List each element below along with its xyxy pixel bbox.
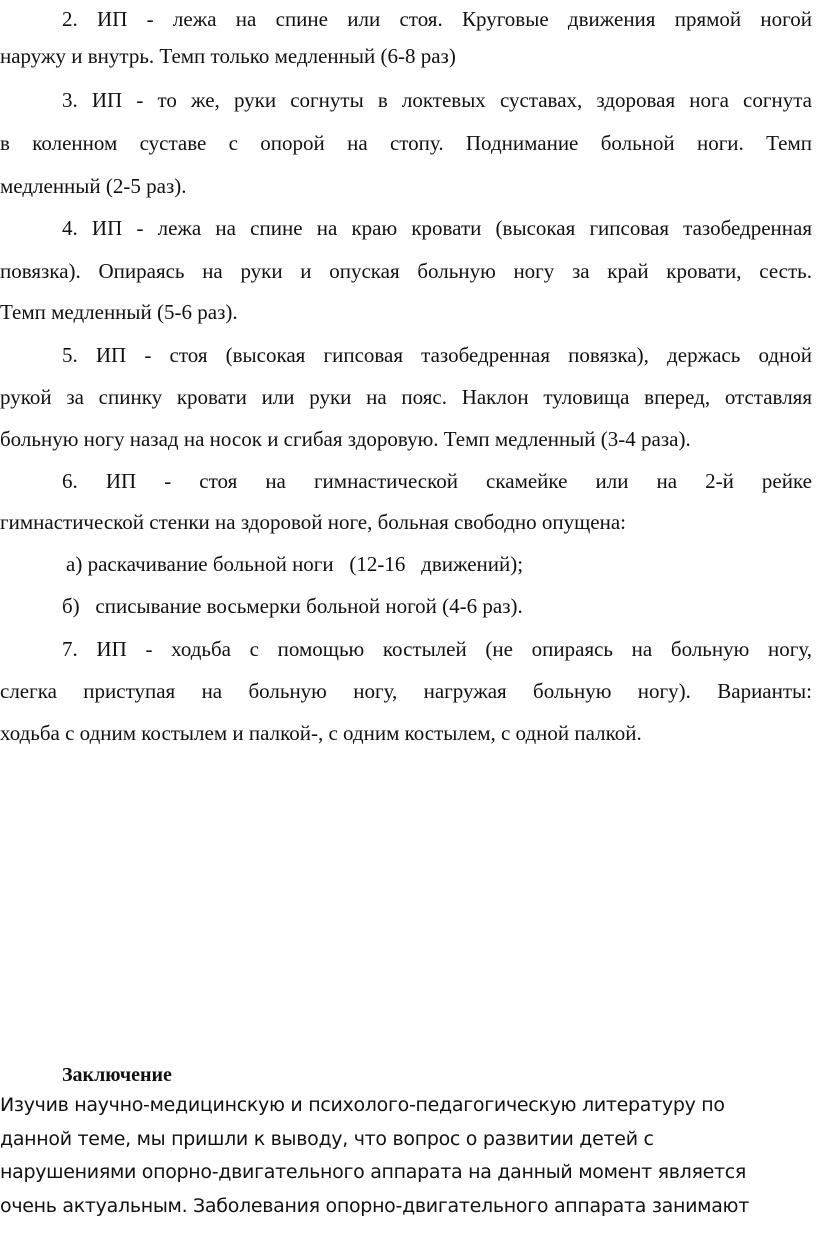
conclusion-line-3: нарушениями опорно-двигательного аппарата на данный момент является — [0, 1161, 747, 1183]
exercise-5-line-3: больную ногу назад на носок и сгибая здоровую. Темп медленный (3-4 раза). — [0, 427, 691, 451]
conclusion-line-2: данной теме, мы пришли к выводу, что вопрос о развитии детей с — [0, 1128, 654, 1150]
exercise-3-line-3: медленный (2-5 раз). — [0, 174, 187, 198]
exercise-2-line-1: 2. ИП - лежа на спине или стоя. Круговые движения прямой ногой — [62, 7, 812, 31]
exercise-3-line-1: 3. ИП - то же, руки согнуты в локтевых суставах, здоровая нога согнута — [62, 88, 812, 112]
exercise-4-line-1: 4. ИП - лежа на спине на краю кровати (высокая гипсовая тазобедренная — [62, 216, 812, 240]
exercise-7-line-2: слегка приступая на больную ногу, нагружая больную ногу). Варианты: — [0, 679, 812, 703]
exercise-5-line-2: рукой за спинку кровати или руки на пояс. Наклон туловища вперед, отставляя — [0, 385, 812, 409]
exercise-5-line-1: 5. ИП - стоя (высокая гипсовая тазобедренная повязка), держась одной — [62, 343, 812, 367]
conclusion-heading: Заключение — [62, 1064, 172, 1086]
exercise-6-line-1: 6. ИП - стоя на гимнастической скамейке или на 2-й рейке — [62, 469, 812, 493]
exercise-2-line-2: наружу и внутрь. Темп только медленный (6-8 раз) — [0, 44, 456, 68]
exercise-6-line-2: гимнастической стенки на здоровой ноге, больная свободно опущена: — [0, 510, 627, 534]
exercise-4-line-2: повязка). Опираясь на руки и опуская больную ногу за край кровати, сесть. — [0, 259, 812, 283]
exercise-7-line-1: 7. ИП - ходьба с помощью костылей (не опираясь на больную ногу, — [62, 637, 812, 661]
conclusion-line-4: очень актуальным. Заболевания опорно-двигательного аппарата занимают — [0, 1195, 750, 1217]
exercise-6-item-b: б) списывание восьмерки больной ногой (4-6 раз). — [62, 594, 523, 618]
exercise-4-line-3: Темп медленный (5-6 раз). — [0, 300, 238, 324]
exercise-3-line-2: в коленном суставе с опорой на стопу. Поднимание больной ноги. Темп — [0, 131, 812, 155]
exercise-6-item-a: а) раскачивание больной ноги (12-16 движений); — [66, 552, 524, 576]
conclusion-line-1: Изучив научно-медицинскую и психолого-педагогическую литературу по — [0, 1094, 725, 1116]
exercise-7-line-3: ходьба с одним костылем и палкой-, с одним костылем, с одной палкой. — [0, 721, 642, 745]
